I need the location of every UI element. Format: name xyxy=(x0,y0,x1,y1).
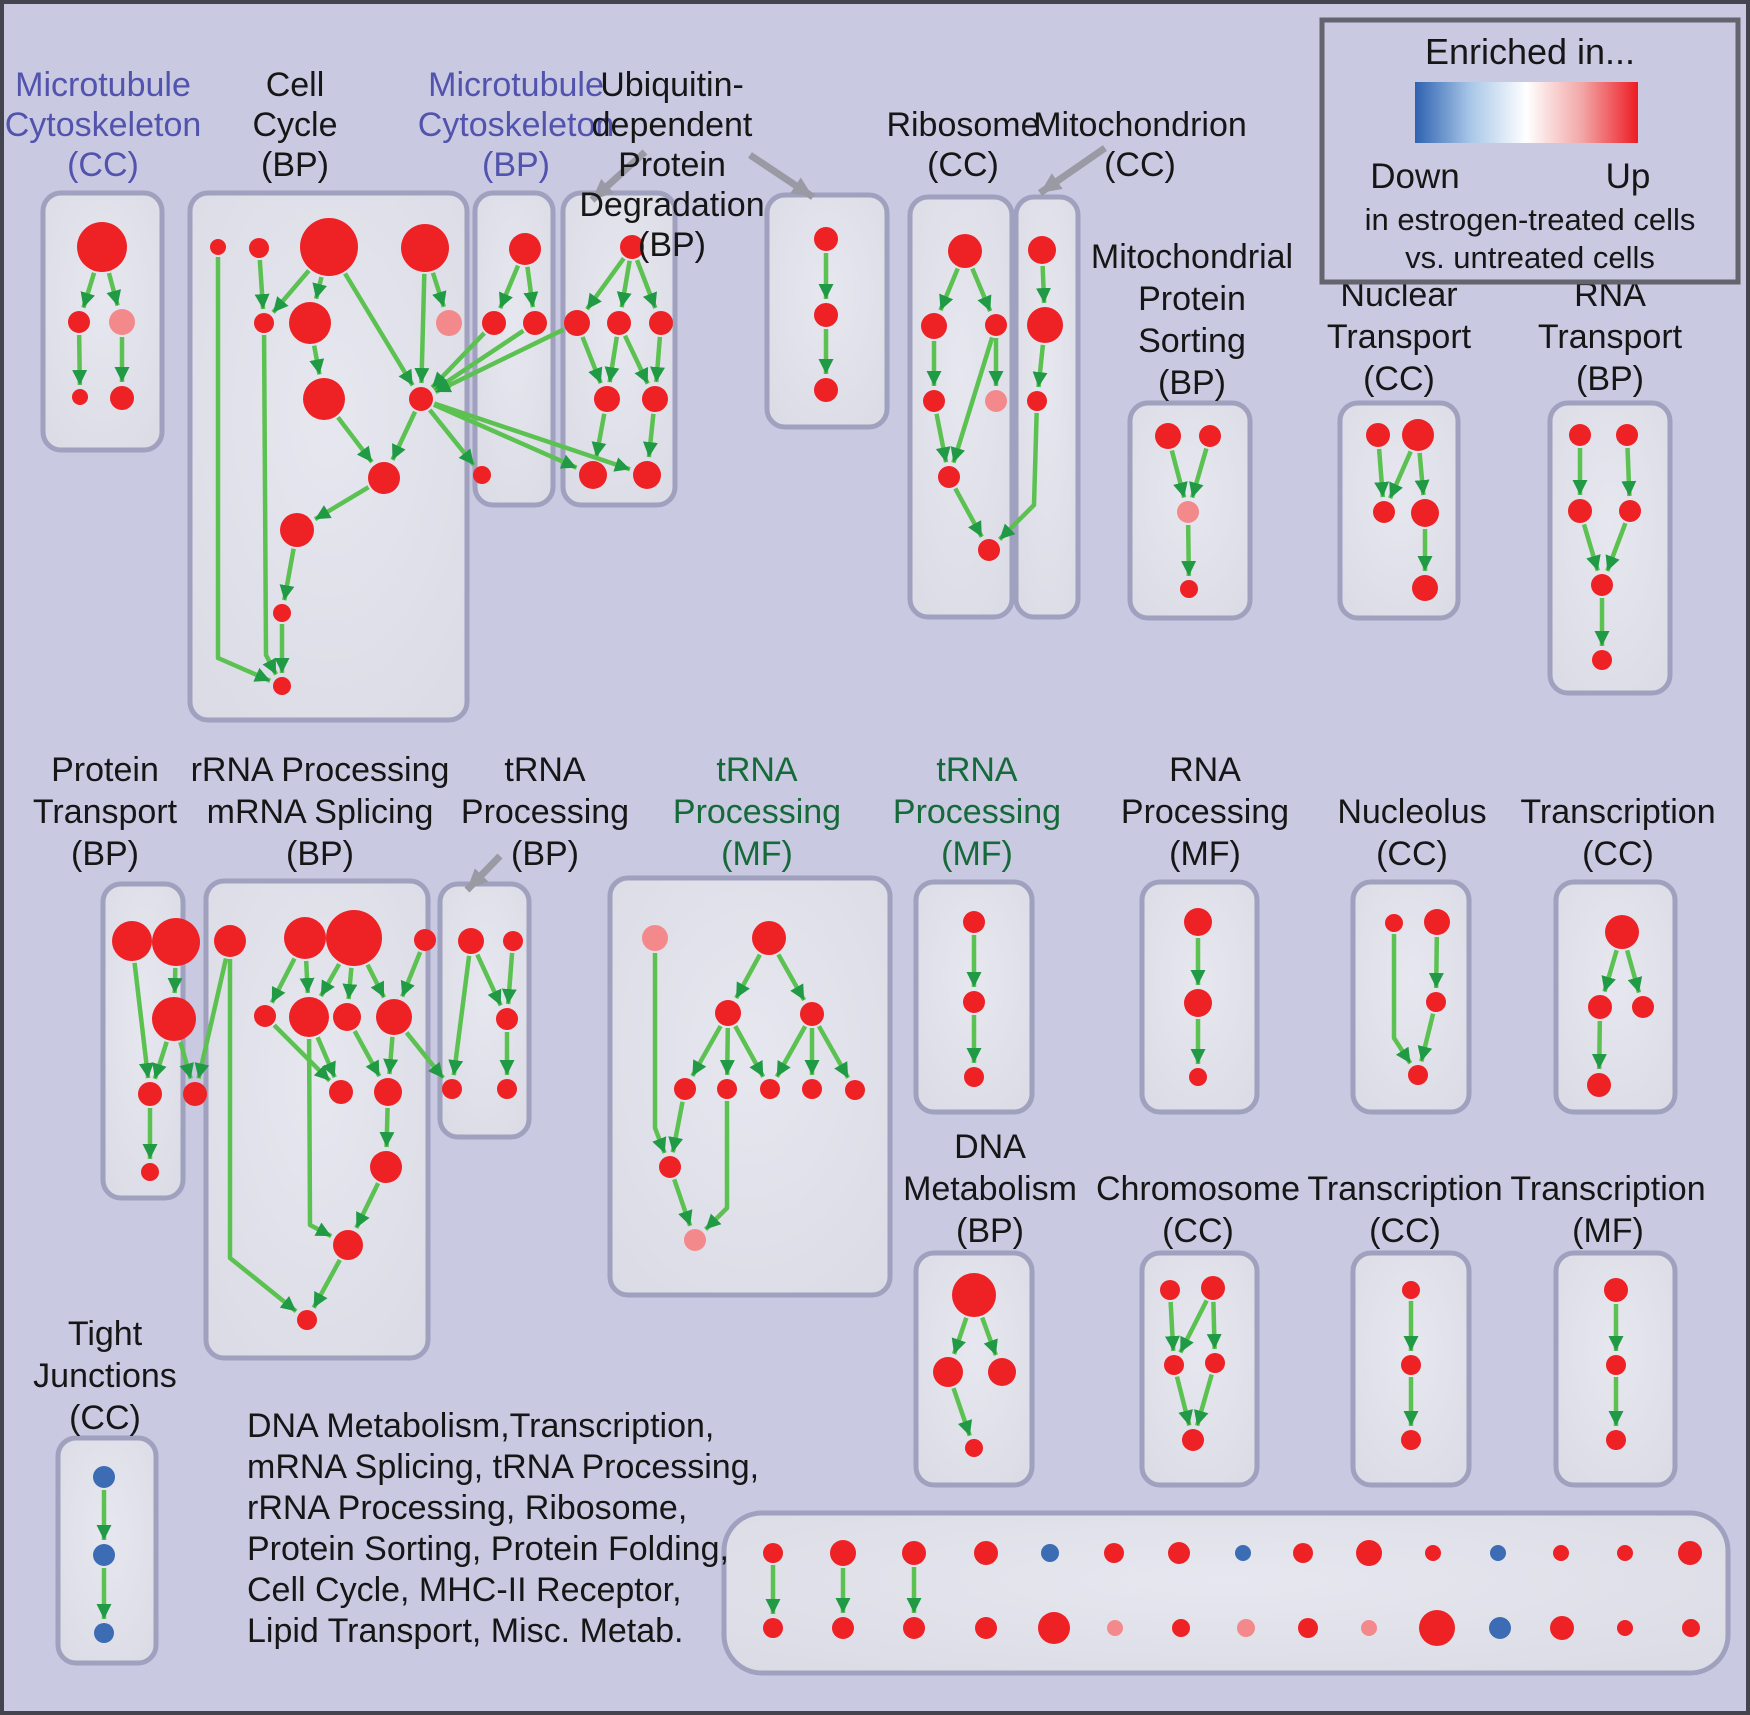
dna-metabolism-bp-node-2[interactable] xyxy=(988,1358,1016,1386)
misc-categories-node-19[interactable] xyxy=(1038,1612,1070,1644)
ribosome-cc-node-4[interactable] xyxy=(985,390,1007,412)
trna-processing-mf-large-node-0[interactable] xyxy=(642,925,668,951)
trna-processing-bp-label: tRNA Processing (BP) xyxy=(460,751,630,873)
ubiquitin-dependent-protein-degradation-bp-node-4[interactable] xyxy=(594,386,620,412)
chromosome-cc-box xyxy=(1142,1253,1257,1485)
misc-categories-box xyxy=(724,1513,1728,1673)
tight-junctions-cc-node-0[interactable] xyxy=(93,1466,115,1488)
tight-junctions-cc-node-1[interactable] xyxy=(93,1544,115,1566)
rrna-processing-mrna-splicing-bp-edge xyxy=(387,1108,388,1147)
rrna-processing-mrna-splicing-bp-node-8[interactable] xyxy=(376,999,412,1035)
trna-processing-bp-node-1[interactable] xyxy=(503,931,523,951)
chromosome-cc-label: Chromosome (CC) xyxy=(1095,1170,1301,1250)
cell-cycle-bp-node-7[interactable] xyxy=(303,378,345,420)
cell-cycle-bp-node-10[interactable] xyxy=(280,513,314,547)
nucleolus-cc-node-1[interactable] xyxy=(1424,909,1450,935)
misc-categories-node-5[interactable] xyxy=(1104,1543,1124,1563)
tight-junctions-cc-node-2[interactable] xyxy=(94,1623,114,1643)
mitochondrial-protein-sorting-bp-node-1[interactable] xyxy=(1199,425,1221,447)
nucleolus-cc-node-3[interactable] xyxy=(1408,1065,1428,1085)
ubiquitin-degradation-bp-2-node-0[interactable] xyxy=(814,227,838,251)
rrna-processing-mrna-splicing-bp-node-2[interactable] xyxy=(326,910,382,966)
chromosome-cc-node-0[interactable] xyxy=(1160,1280,1180,1300)
ribosome-cc-node-3[interactable] xyxy=(923,390,945,412)
microtubule-cytoskeleton-cc-node-0[interactable] xyxy=(77,222,127,272)
nucleolus-cc-edge xyxy=(1436,937,1437,988)
rna-transport-bp-box xyxy=(1550,403,1670,693)
ubiquitin-dependent-protein-degradation-bp-node-5[interactable] xyxy=(642,386,668,412)
nucleolus-cc-node-0[interactable] xyxy=(1385,914,1403,932)
trna-processing-mf-small-label: tRNA Processing (MF) xyxy=(892,751,1062,873)
misc-line: rRNA Processing, Ribosome, xyxy=(247,1489,688,1527)
rrna-processing-mrna-splicing-bp-node-6[interactable] xyxy=(289,997,329,1037)
rrna-processing-mrna-splicing-bp-edge xyxy=(349,968,352,999)
microtubule-cytoskeleton-bp-node-3[interactable] xyxy=(473,466,491,484)
ribosome-cc-node-2[interactable] xyxy=(985,314,1007,336)
mitochondrial-protein-sorting-bp-node-0[interactable] xyxy=(1155,423,1181,449)
dna-metabolism-bp-node-1[interactable] xyxy=(933,1357,963,1387)
transcription-cc-mid-edge xyxy=(1599,1021,1600,1069)
microtubule-cytoskeleton-cc-label: Microtubule Cytoskeleton (CC) xyxy=(4,66,202,184)
legend-title: Enriched in... xyxy=(1424,31,1636,72)
dna-metabolism-bp-label: DNA Metabolism (BP) xyxy=(903,1128,1077,1250)
transcription-mf-node-0[interactable] xyxy=(1604,1278,1628,1302)
trna-processing-mf-large-node-8[interactable] xyxy=(845,1080,865,1100)
dna-metabolism-bp-node-3[interactable] xyxy=(965,1439,983,1457)
ribosome-cc-node-6[interactable] xyxy=(978,539,1000,561)
cell-cycle-bp-node-8[interactable] xyxy=(409,387,433,411)
rrna-processing-mrna-splicing-bp-node-9[interactable] xyxy=(329,1080,353,1104)
cell-cycle-bp-node-3[interactable] xyxy=(401,224,449,272)
rrna-processing-mrna-splicing-bp-node-10[interactable] xyxy=(374,1078,402,1106)
misc-categories-node-24[interactable] xyxy=(1361,1620,1377,1636)
mitochondrial-protein-sorting-bp-label: Mitochondrial Protein Sorting (BP) xyxy=(1090,238,1294,402)
trna-processing-mf-large-label: tRNA Processing (MF) xyxy=(672,751,842,873)
cell-cycle-bp-node-4[interactable] xyxy=(254,313,274,333)
rrna-processing-mrna-splicing-bp-node-7[interactable] xyxy=(333,1003,361,1031)
nuclear-transport-cc-node-1[interactable] xyxy=(1402,419,1434,451)
cell-cycle-bp-label: Cell Cycle (BP) xyxy=(252,66,338,184)
transcription-cc-bottom-node-1[interactable] xyxy=(1401,1355,1421,1375)
rrna-processing-mrna-splicing-bp-node-13[interactable] xyxy=(297,1310,317,1330)
nuclear-transport-cc-node-3[interactable] xyxy=(1411,499,1439,527)
trna-processing-mf-large-node-5[interactable] xyxy=(717,1079,737,1099)
rrna-processing-mrna-splicing-bp-label: rRNA Processing mRNA Splicing (BP) xyxy=(190,751,450,873)
rrna-processing-mrna-splicing-bp-node-4[interactable] xyxy=(183,1082,207,1106)
rna-transport-bp-node-4[interactable] xyxy=(1591,574,1613,596)
cell-cycle-bp-node-0[interactable] xyxy=(210,239,226,255)
protein-transport-bp-node-3[interactable] xyxy=(138,1082,162,1106)
misc-categories-node-1[interactable] xyxy=(830,1540,856,1566)
trna-processing-mf-large-node-2[interactable] xyxy=(715,1000,741,1026)
rna-transport-bp-node-1[interactable] xyxy=(1616,424,1638,446)
cell-cycle-bp-node-12[interactable] xyxy=(273,677,291,695)
misc-categories-node-27[interactable] xyxy=(1550,1616,1574,1640)
misc-categories-node-22[interactable] xyxy=(1237,1619,1255,1637)
transcription-cc-mid-node-3[interactable] xyxy=(1587,1073,1611,1097)
mitochondrion-cc-edge xyxy=(1043,266,1044,303)
trna-processing-bp-node-3[interactable] xyxy=(442,1079,462,1099)
rna-transport-bp-edge xyxy=(1628,448,1630,496)
trna-processing-bp-node-0[interactable] xyxy=(458,928,484,954)
protein-transport-bp-node-0[interactable] xyxy=(112,921,152,961)
ubiquitin-degradation-bp-2-node-1[interactable] xyxy=(814,303,838,327)
trna-processing-mf-large-node-3[interactable] xyxy=(800,1002,824,1026)
misc-line: Lipid Transport, Misc. Metab. xyxy=(247,1612,684,1650)
ribosome-cc-node-0[interactable] xyxy=(948,234,982,268)
chromosome-cc-node-2[interactable] xyxy=(1164,1355,1184,1375)
transcription-cc-mid-label: Transcription (CC) xyxy=(1520,793,1716,873)
transcription-cc-mid-node-1[interactable] xyxy=(1588,995,1612,1019)
rna-processing-mf-label: RNA Processing (MF) xyxy=(1120,751,1290,873)
misc-categories-node-0[interactable] xyxy=(763,1543,783,1563)
protein-transport-bp-node-1[interactable] xyxy=(152,918,200,966)
mitochondrion-cc-node-0[interactable] xyxy=(1028,236,1056,264)
microtubule-cytoskeleton-bp-node-2[interactable] xyxy=(523,311,547,335)
rrna-processing-mrna-splicing-bp-node-5[interactable] xyxy=(254,1005,276,1027)
misc-categories-node-20[interactable] xyxy=(1107,1620,1123,1636)
misc-categories-node-18[interactable] xyxy=(975,1617,997,1639)
rna-processing-mf-node-1[interactable] xyxy=(1184,989,1212,1017)
mitochondrial-protein-sorting-bp-node-3[interactable] xyxy=(1180,580,1198,598)
nuclear-transport-cc-node-4[interactable] xyxy=(1412,575,1438,601)
misc-line: DNA Metabolism,Transcription, xyxy=(247,1407,715,1445)
trna-processing-mf-large-edge xyxy=(727,1028,728,1075)
trna-processing-mf-small-node-2[interactable] xyxy=(964,1067,984,1087)
trna-processing-bp-box xyxy=(440,884,529,1137)
rna-transport-bp-node-5[interactable] xyxy=(1592,650,1612,670)
trna-processing-bp-node-2[interactable] xyxy=(496,1008,518,1030)
nuclear-transport-cc-label: Nuclear Transport (CC) xyxy=(1326,276,1472,398)
microtubule-cytoskeleton-cc-node-2[interactable] xyxy=(109,309,135,335)
transcription-cc-bottom-node-2[interactable] xyxy=(1401,1430,1421,1450)
trna-processing-mf-small-node-0[interactable] xyxy=(963,911,985,933)
protein-transport-bp-node-4[interactable] xyxy=(141,1163,159,1181)
microtubule-cytoskeleton-cc-node-3[interactable] xyxy=(72,389,88,405)
ubiquitin-degradation-bp-2-node-2[interactable] xyxy=(814,378,838,402)
misc-categories-node-6[interactable] xyxy=(1168,1542,1190,1564)
misc-line: mRNA Splicing, tRNA Processing, xyxy=(247,1448,760,1486)
ubiquitin-dependent-protein-degradation-bp-node-6[interactable] xyxy=(579,461,607,489)
ribosome-cc-node-5[interactable] xyxy=(938,466,960,488)
misc-categories-node-8[interactable] xyxy=(1293,1543,1313,1563)
chromosome-cc-node-3[interactable] xyxy=(1205,1353,1225,1373)
misc-categories-node-21[interactable] xyxy=(1172,1619,1190,1637)
nuclear-transport-cc-box xyxy=(1340,403,1458,618)
mitochondrial-protein-sorting-bp-edge xyxy=(1188,525,1189,576)
cell-cycle-bp-node-5[interactable] xyxy=(289,302,331,344)
mitochondrion-cc-node-2[interactable] xyxy=(1027,391,1047,411)
ribosome-cc-label: Ribosome (CC) xyxy=(886,106,1040,184)
trna-processing-mf-small-node-1[interactable] xyxy=(963,991,985,1013)
mitochondrion-cc-node-1[interactable] xyxy=(1027,307,1063,343)
transcription-cc-mid-node-0[interactable] xyxy=(1605,915,1639,949)
microtubule-cytoskeleton-cc-node-4[interactable] xyxy=(110,386,134,410)
misc-categories-node-2[interactable] xyxy=(902,1541,926,1565)
microtubule-cytoskeleton-bp-node-1[interactable] xyxy=(482,311,506,335)
legend-down-label: Down xyxy=(1370,157,1460,196)
chromosome-cc-node-1[interactable] xyxy=(1201,1276,1225,1300)
ribosome-cc-node-1[interactable] xyxy=(921,313,947,339)
transcription-mf-node-2[interactable] xyxy=(1606,1430,1626,1450)
misc-categories-node-9[interactable] xyxy=(1356,1540,1382,1566)
rrna-processing-mrna-splicing-bp-node-3[interactable] xyxy=(414,929,436,951)
rna-transport-bp-node-3[interactable] xyxy=(1619,500,1641,522)
legend-subtitle-line2: vs. untreated cells xyxy=(1405,240,1655,275)
ubiquitin-dependent-protein-degradation-bp-label: Ubiquitin-dependent Protein Degradation (BP) xyxy=(579,66,765,264)
chromosome-cc-node-4[interactable] xyxy=(1182,1429,1204,1451)
trna-processing-mf-large-node-7[interactable] xyxy=(802,1079,822,1099)
protein-transport-bp-edge xyxy=(175,968,176,993)
chromosome-cc-edge xyxy=(1171,1302,1174,1351)
microtubule-cytoskeleton-bp-node-0[interactable] xyxy=(509,233,541,265)
misc-line: Cell Cycle, MHC-II Receptor, xyxy=(247,1571,682,1609)
transcription-cc-mid-node-2[interactable] xyxy=(1632,996,1654,1018)
rrna-processing-mrna-splicing-bp-node-11[interactable] xyxy=(370,1151,402,1183)
rrna-processing-mrna-splicing-bp-edge xyxy=(306,961,308,993)
tight-junctions-cc-label: Tight Junctions (CC) xyxy=(33,1315,177,1437)
misc-categories-node-11[interactable] xyxy=(1490,1545,1506,1561)
misc-categories-node-12[interactable] xyxy=(1553,1545,1569,1561)
dna-metabolism-bp-node-0[interactable] xyxy=(952,1273,996,1317)
legend-gradient-bar xyxy=(1415,82,1638,143)
trna-processing-mf-large-node-10[interactable] xyxy=(684,1229,706,1251)
cell-cycle-bp-node-2[interactable] xyxy=(300,218,358,276)
ubiquitin-dependent-protein-degradation-bp-node-1[interactable] xyxy=(564,310,590,336)
rrna-processing-mrna-splicing-bp-node-0[interactable] xyxy=(214,925,246,957)
rna-processing-mf-node-2[interactable] xyxy=(1189,1068,1207,1086)
cell-cycle-bp-node-11[interactable] xyxy=(273,604,291,622)
misc-categories-node-14[interactable] xyxy=(1678,1541,1702,1565)
misc-categories-node-4[interactable] xyxy=(1041,1544,1059,1562)
misc-categories-node-29[interactable] xyxy=(1682,1619,1700,1637)
transcription-mf-label: Transcription (MF) xyxy=(1510,1170,1706,1250)
misc-categories-node-23[interactable] xyxy=(1298,1618,1318,1638)
misc-line: Protein Sorting, Protein Folding, xyxy=(247,1530,729,1568)
microtubule-cytoskeleton-cc-node-1[interactable] xyxy=(68,311,90,333)
mitochondrion-cc-label: Mitochondrion (CC) xyxy=(1033,106,1247,184)
trna-processing-mf-large-node-9[interactable] xyxy=(659,1156,681,1178)
misc-categories-node-13[interactable] xyxy=(1617,1545,1633,1561)
transcription-cc-bottom-node-0[interactable] xyxy=(1402,1281,1420,1299)
microtubule-cytoskeleton-bp-label: Microtubule Cytoskeleton (BP) xyxy=(417,66,615,184)
misc-categories-node-7[interactable] xyxy=(1235,1545,1251,1561)
cell-cycle-bp-node-1[interactable] xyxy=(249,238,269,258)
misc-categories-node-16[interactable] xyxy=(832,1617,854,1639)
protein-transport-bp-label: Protein Transport (BP) xyxy=(32,751,178,873)
rrna-processing-mrna-splicing-bp-node-12[interactable] xyxy=(333,1230,363,1260)
rrna-processing-mrna-splicing-bp-edge xyxy=(389,1037,392,1074)
rna-processing-mf-node-0[interactable] xyxy=(1184,908,1212,936)
rna-transport-bp-node-2[interactable] xyxy=(1568,499,1592,523)
misc-categories-node-17[interactable] xyxy=(903,1617,925,1639)
ubiquitin-dependent-protein-degradation-bp-node-2[interactable] xyxy=(607,311,631,335)
misc-categories-node-3[interactable] xyxy=(974,1541,998,1565)
legend-up-label: Up xyxy=(1605,157,1651,196)
rna-transport-bp-node-0[interactable] xyxy=(1569,424,1591,446)
nuclear-transport-cc-node-2[interactable] xyxy=(1373,501,1395,523)
trna-processing-mf-large-node-6[interactable] xyxy=(760,1079,780,1099)
mitochondrial-protein-sorting-bp-node-2[interactable] xyxy=(1177,501,1199,523)
nucleolus-cc-label: Nucleolus (CC) xyxy=(1337,793,1487,873)
nuclear-transport-cc-node-0[interactable] xyxy=(1366,423,1390,447)
rrna-processing-mrna-splicing-bp-node-1[interactable] xyxy=(284,917,326,959)
misc-categories-node-10[interactable] xyxy=(1425,1545,1441,1561)
misc-categories-node-28[interactable] xyxy=(1617,1620,1633,1636)
ubiquitin-dependent-protein-degradation-bp-node-7[interactable] xyxy=(633,461,661,489)
microtubule-cytoskeleton-cc-edge xyxy=(79,335,80,385)
cell-cycle-bp-edge xyxy=(421,274,424,383)
transcription-cc-bottom-label: Transcription (CC) xyxy=(1307,1170,1503,1250)
trna-processing-bp-node-4[interactable] xyxy=(497,1079,517,1099)
nucleolus-cc-node-2[interactable] xyxy=(1426,992,1446,1012)
legend-subtitle-line1: in estrogen-treated cells xyxy=(1364,202,1696,237)
protein-transport-bp-node-2[interactable] xyxy=(152,997,196,1041)
transcription-mf-node-1[interactable] xyxy=(1606,1355,1626,1375)
ubiquitin-dependent-protein-degradation-bp-node-3[interactable] xyxy=(649,311,673,335)
cell-cycle-bp-node-9[interactable] xyxy=(368,462,400,494)
trna-processing-mf-large-node-1[interactable] xyxy=(752,921,786,955)
misc-categories-node-15[interactable] xyxy=(763,1618,783,1638)
trna-processing-mf-large-node-4[interactable] xyxy=(674,1078,696,1100)
misc-categories-node-26[interactable] xyxy=(1489,1617,1511,1639)
cell-cycle-bp-node-6[interactable] xyxy=(436,310,462,336)
rna-transport-bp-label: RNA Transport (BP) xyxy=(1537,276,1683,398)
chromosome-cc-edge xyxy=(1213,1302,1214,1349)
misc-categories-node-25[interactable] xyxy=(1419,1610,1455,1646)
